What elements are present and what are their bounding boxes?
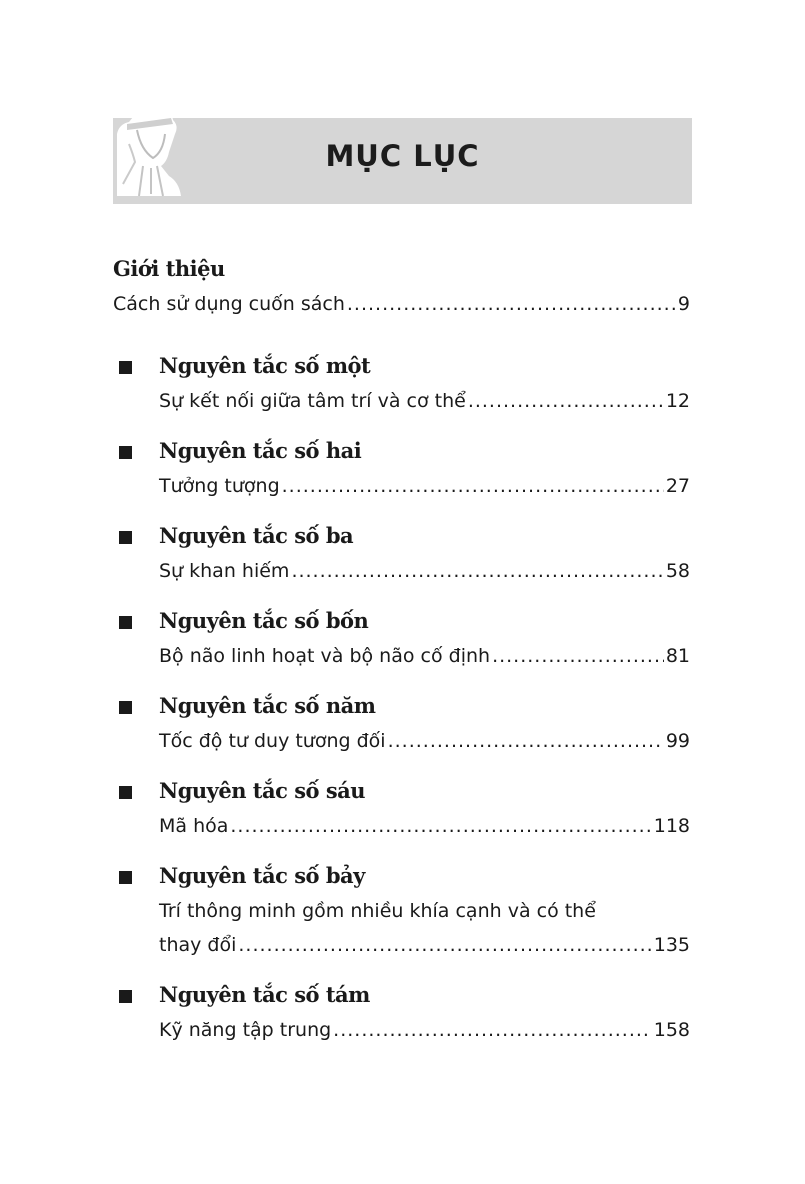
toc-entry-page: 158 [653,1019,690,1041]
chapter-title: Nguyên tắc số năm [159,693,376,718]
toc-entry-page: 58 [665,560,690,582]
toc-entry-title: Bộ não linh hoạt và bộ não cố định [159,645,491,667]
leader-dots [282,473,664,499]
chapter-title: Nguyên tắc số hai [159,438,362,463]
page-title: MỤC LỤC [325,139,480,173]
chapter-title: Nguyên tắc số tám [159,982,370,1007]
leader-dots [238,932,651,958]
chapter-title: Nguyên tắc số bốn [159,608,369,633]
section-heading-intro: Giới thiệu [113,256,225,281]
toc-entry-title-line1[interactable]: Trí thông minh gồm nhiều khía cạnh và có thể [159,900,596,922]
toc-entry-title: Kỹ năng tập trung [159,1019,332,1041]
bullet-icon [119,361,132,374]
toc-entry[interactable] [159,473,690,499]
toc-entry-title: Cách sử dụng cuốn sách [113,293,345,315]
toc-entry-page: 9 [677,293,690,315]
bullet-icon [119,531,132,544]
leader-dots [388,728,664,754]
bullet-icon [119,990,132,1003]
toc-entry[interactable] [159,1017,690,1043]
bullet-icon [119,616,132,629]
leader-dots [291,558,663,584]
chapter-title: Nguyên tắc số ba [159,523,354,548]
chapter-title: Nguyên tắc số sáu [159,778,366,803]
toc-entry-title: Mã hóa [159,815,229,837]
toc-entry-page: 27 [665,475,690,497]
chapter-title: Nguyên tắc số một [159,353,371,378]
toc-entry[interactable] [159,932,690,958]
chapter-title: Nguyên tắc số bảy [159,863,365,888]
toc-entry-page: 99 [665,730,690,752]
toc-entry[interactable] [159,813,690,839]
bullet-icon [119,701,132,714]
toc-entry[interactable] [159,388,690,414]
leader-dots [347,291,676,317]
bullet-icon [119,446,132,459]
leader-dots [333,1017,652,1043]
leader-dots [468,388,664,414]
toc-entry[interactable] [159,643,690,669]
bullet-icon [119,871,132,884]
toc-entry[interactable] [159,728,690,754]
toc-entry-page: 135 [653,934,690,956]
leader-dots [492,643,664,669]
toc-entry-title: thay đổi [159,934,237,956]
toc-entry-title: Sự khan hiếm [159,560,290,582]
toc-entry-intro[interactable] [113,291,690,317]
toc-entry-page: 118 [653,815,690,837]
bullet-icon [119,786,132,799]
toc-entry-page: 12 [665,390,690,412]
leader-dots [230,813,651,839]
toc-entry-page: 81 [665,645,690,667]
toc-entry[interactable] [159,558,690,584]
toc-entry-title: Tưởng tượng [159,475,280,497]
toc-entry-title: Tốc độ tư duy tương đối [159,730,386,752]
toc-entry-title: Sự kết nối giữa tâm trí và cơ thể [159,390,466,412]
